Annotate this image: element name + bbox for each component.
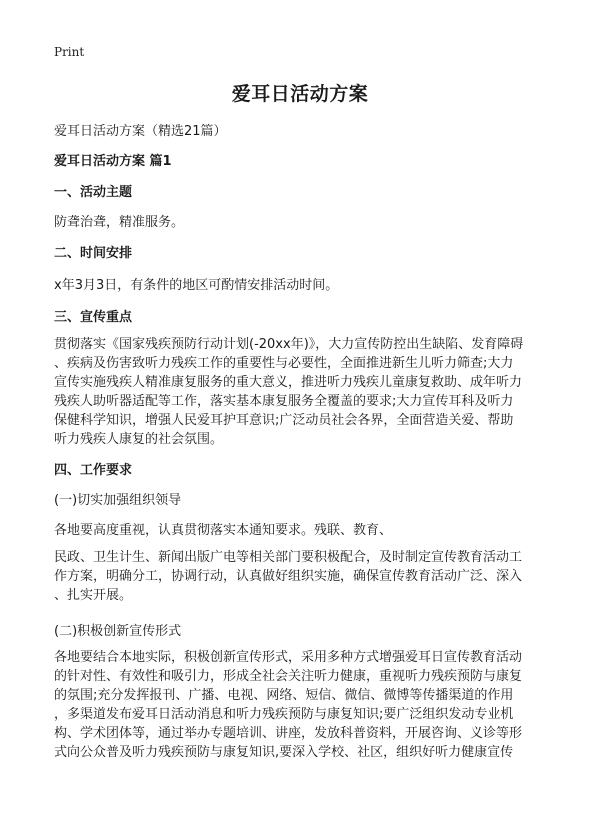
section-heading-requirements: 四、工作要求 — [54, 463, 133, 478]
paragraph-line: 听力残疾人康复的社会氛围。 — [54, 432, 224, 447]
paragraph-line: 的针对性、有效性和吸引力，形成全社会关注听力健康，重视听力残疾预防与康复 — [54, 669, 523, 684]
paragraph-line: 贯彻落实《国家残疾预防行动计划(-20xx年)》，大力宣传防控出生缺陷、发育障碍 — [54, 337, 524, 352]
section-text-theme: 防聋治聋，精准服务。 — [54, 215, 185, 230]
paragraph-line: 式向公众普及听力残疾预防与康复知识,要深入学校、社区，组织好听力健康宣传 — [54, 745, 514, 760]
section-heading-theme: 一、活动主题 — [54, 185, 133, 200]
chapter-heading: 爱耳日活动方案 篇1 — [54, 154, 172, 169]
paragraph-line: 作方案，明确分工，协调行动，认真做好组织实施，确保宣传教育活动广泛、深入 — [54, 569, 523, 584]
document-subtitle: 爱耳日活动方案（精选21篇） — [54, 124, 227, 139]
paragraph-line: 宣传实施残疾人精准康复服务的重大意义，推进听力残疾儿童康复救助、成年听力 — [54, 375, 523, 390]
paragraph-line: ，多渠道发布爱耳日活动消息和听力残疾预防与康复知识;要广泛组织发动专业机 — [54, 707, 514, 722]
section-heading-focus: 三、宣传重点 — [54, 310, 133, 325]
section-heading-schedule: 二、时间安排 — [54, 246, 133, 261]
section-paragraph-innovation — [54, 648, 554, 762]
subsection-text-organization: 各地要高度重视，认真贯彻落实本通知要求。残联、教育、 — [54, 523, 393, 538]
paragraph-line: 保健科学知识，增强人民爱耳护耳意识;广泛动员社会各界，全面营造关爱、帮助 — [54, 413, 514, 428]
paragraph-line: 、疾病及伤害致听力残疾工作的重要性与必要性，全面推进新生儿听力筛查;大力 — [54, 356, 514, 371]
subsection-heading-innovation: (二)积极创新宣传形式 — [54, 624, 182, 639]
section-text-schedule: x年3月3日，有条件的地区可酌情安排活动时间。 — [54, 278, 339, 293]
print-link[interactable]: Print — [54, 45, 85, 59]
paragraph-line: 残疾人助听器适配等工作，落实基本康复服务全覆盖的要求;大力宣传耳科及听力 — [54, 394, 514, 409]
section-paragraph-organization — [54, 548, 554, 605]
paragraph-line: 、扎实开展。 — [54, 588, 133, 603]
section-paragraph-focus — [54, 335, 554, 449]
paragraph-line: 构、学术团体等，通过举办专题培训、讲座，发放科普资料，开展咨询、义诊等形 — [54, 726, 523, 741]
paragraph-line: 的氛围;充分发挥报刊、广播、电视、网络、短信、微信、微博等传播渠道的作用 — [54, 688, 514, 703]
page-title: 爱耳日活动方案 — [231, 83, 369, 105]
subsection-heading-organization: (一)切实加强组织领导 — [54, 493, 182, 508]
paragraph-line: 民政、卫生计生、新闻出版广电等相关部门要积极配合，及时制定宣传教育活动工 — [54, 550, 523, 565]
paragraph-line: 各地要结合本地实际，积极创新宣传形式，采用多种方式增强爱耳日宣传教育活动 — [54, 650, 523, 665]
